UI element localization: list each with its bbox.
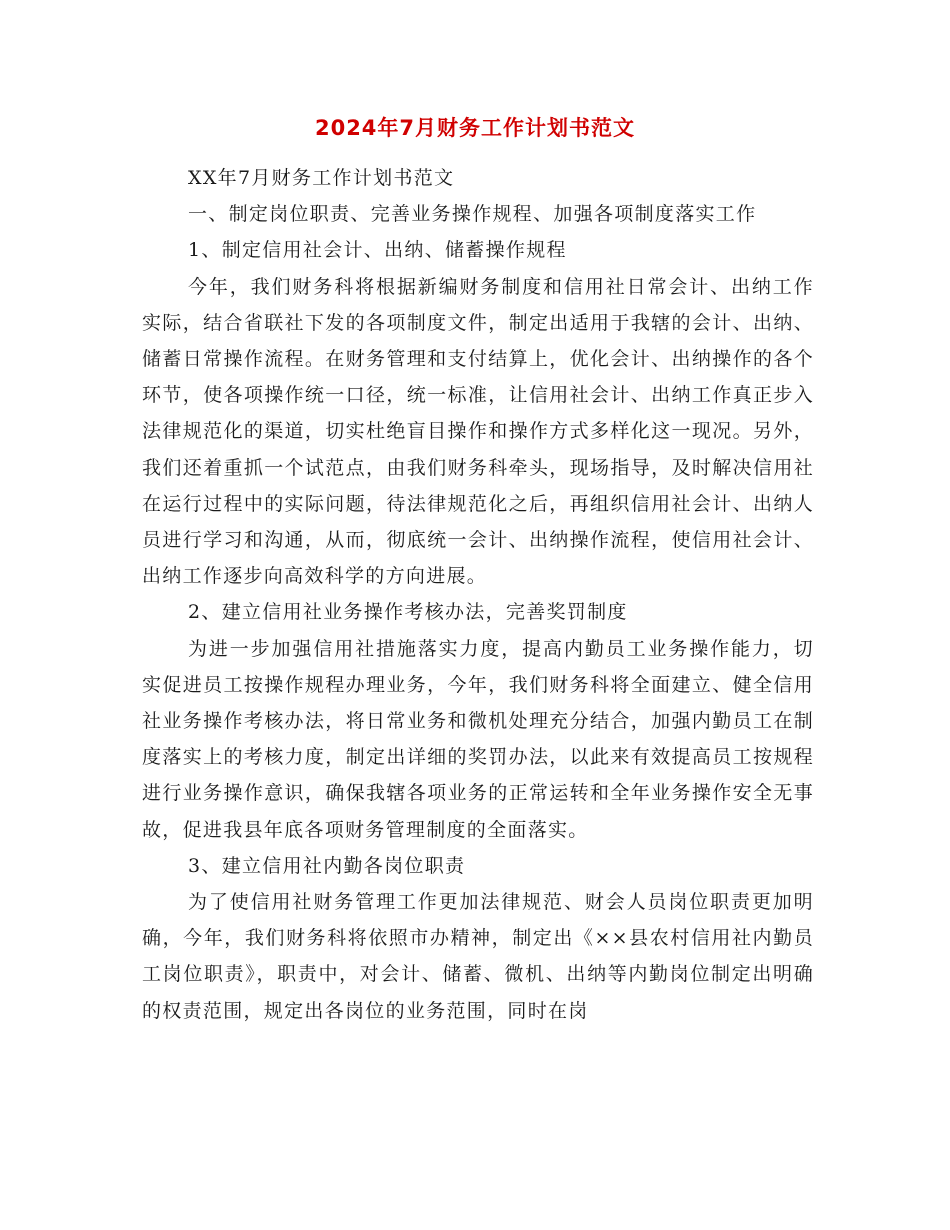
paragraph-item-heading-1: 1、制定信用社会计、出纳、储蓄操作规程 xyxy=(188,239,567,262)
paragraph-body-2: 为进一步加强信用社措施落实力度，提高内勤员工业务操作能力，切实促进员工按操作规程办理业务，今年，我们财务科将全面建立、健全信用社业务操作考核办法，将日常业务和微机处理充分结合，加强内勤员工在制度落实上的考核力度，制定出详细的奖罚办法，以此来有效提高员工按规程进行业务操作意识，确保我辖各项业务的正常运转和全年业务操作安全无事故，促进我县年底各项财务管理制度的全面落实。 xyxy=(142,637,814,841)
paragraph-item-heading-3: 3、建立信用社内勤各岗位职责 xyxy=(188,854,466,877)
document-title: 2024年7月财务工作计划书范文 xyxy=(314,116,636,140)
paragraph-body-1: 今年，我们财务科将根据新编财务制度和信用社日常会计、出纳工作实际，结合省联社下发的各项制度文件，制定出适用于我辖的会计、出纳、储蓄日常操作流程。在财务管理和支付结算上，优化会计、出纳操作的各个环节，使各项操作统一口径，统一标准，让信用社会计、出纳工作真正步入法律规范化的渠道，切实杜绝盲目操作和操作方式多样化这一现况。另外，我们还着重抓一个试范点，由我们财务科牵头，现场指导，及时解决信用社在运行过程中的实际问题，待法律规范化之后，再组织信用社会计、出纳人员进行学习和沟通，从而，彻底统一会计、出纳操作流程，使信用社会计、出纳工作逐步向高效科学的方向进展。 xyxy=(142,275,814,588)
paragraph-item-heading-2: 2、建立信用社业务操作考核办法，完善奖罚制度 xyxy=(188,601,628,624)
document-body xyxy=(142,160,814,1029)
paragraph-body-3: 为了使信用社财务管理工作更加法律规范、财会人员岗位职责更加明确，今年，我们财务科将依照市办精神，制定出《××县农村信用社内勤员工岗位职责》，职责中，对会计、储蓄、微机、出纳等内勤岗位制定出明确的权责范围，规定出各岗位的业务范围，同时在岗 xyxy=(142,891,814,1022)
paragraph-section-heading: 一、制定岗位职责、完善业务操作规程、加强各项制度落实工作 xyxy=(188,203,757,226)
paragraph-subtitle: XX年7月财务工作计划书范文 xyxy=(188,167,455,189)
